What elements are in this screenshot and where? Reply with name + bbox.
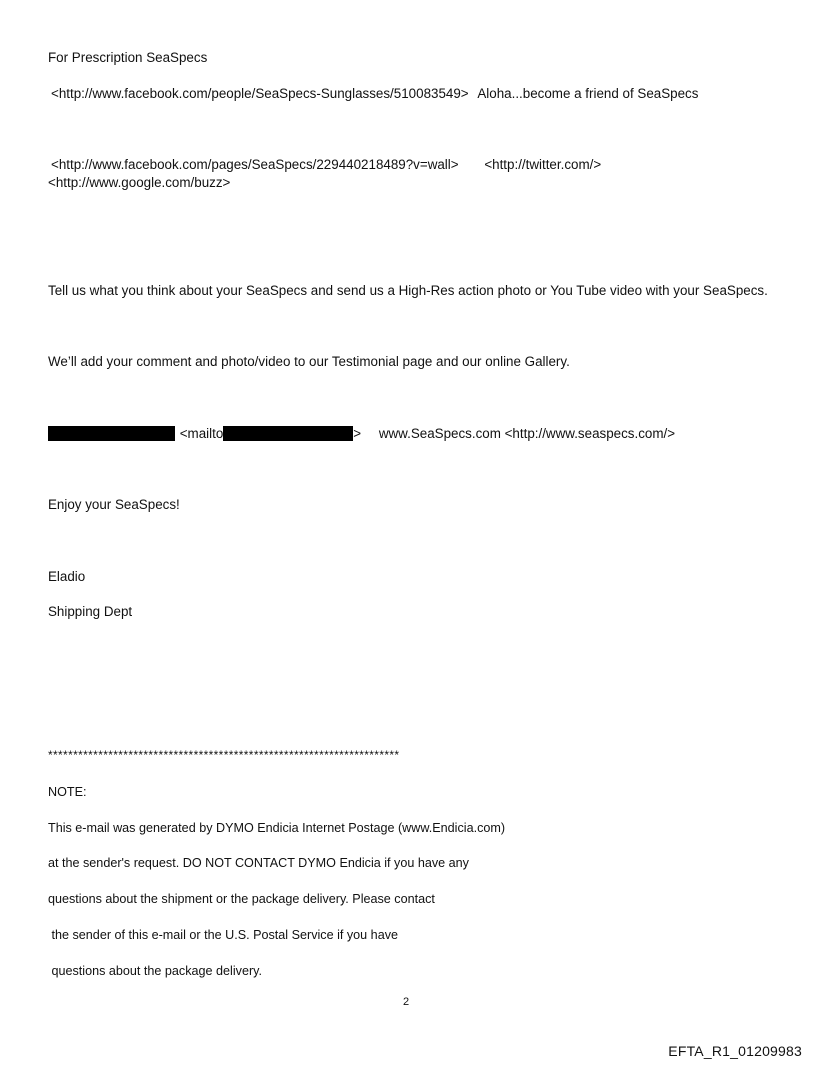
contact-line xyxy=(48,426,675,442)
facebook-friend-line xyxy=(48,86,698,102)
signature-name: Eladio xyxy=(48,569,86,584)
social-links-line xyxy=(48,157,601,173)
add-comment-paragraph: We’ll add your comment and photo/video to our Testimonial page and our online Gallery. xyxy=(48,354,570,369)
enjoy-line: Enjoy your SeaSpecs! xyxy=(48,497,180,512)
mailto-prefix: <mailto xyxy=(179,426,224,441)
note-label: NOTE: xyxy=(48,785,87,799)
facebook-people-link[interactable]: <http://www.facebook.com/people/SeaSpecs-Sunglasses/510083549> xyxy=(51,86,469,101)
twitter-link[interactable]: <http://twitter.com/> xyxy=(484,157,602,172)
tell-us-paragraph: Tell us what you think about your SeaSpecs and send us a High-Res action photo or You Tube video with your SeaSpecs. xyxy=(48,283,768,298)
note-line: questions about the shipment or the package delivery. Please contact xyxy=(48,892,435,906)
prescription-heading: For Prescription SeaSpecs xyxy=(48,50,208,65)
google-buzz-link[interactable]: <http://www.google.com/buzz> xyxy=(48,175,231,190)
redaction-block xyxy=(223,426,353,441)
bates-number: EFTA_R1_01209983 xyxy=(668,1043,802,1059)
note-line: at the sender's request. DO NOT CONTACT DYMO Endicia if you have any xyxy=(48,856,469,870)
mailto-suffix: > xyxy=(353,426,362,441)
note-line: questions about the package delivery. xyxy=(48,964,263,978)
note-line: This e-mail was generated by DYMO Endicia Internet Postage (www.Endicia.com) xyxy=(48,821,506,835)
note-line: the sender of this e-mail or the U.S. Postal Service if you have xyxy=(48,928,398,942)
page-number: 2 xyxy=(403,996,410,1008)
redaction-block xyxy=(48,426,175,441)
facebook-pages-link[interactable]: <http://www.facebook.com/pages/SeaSpecs/229440218489?v=wall> xyxy=(51,157,459,172)
separator-line: ********************************************************************** xyxy=(48,748,400,762)
signature-dept: Shipping Dept xyxy=(48,604,133,619)
website-link[interactable]: www.SeaSpecs.com <http://www.seaspecs.com/> xyxy=(378,426,676,441)
friend-text: Aloha...become a friend of SeaSpecs xyxy=(477,86,699,101)
